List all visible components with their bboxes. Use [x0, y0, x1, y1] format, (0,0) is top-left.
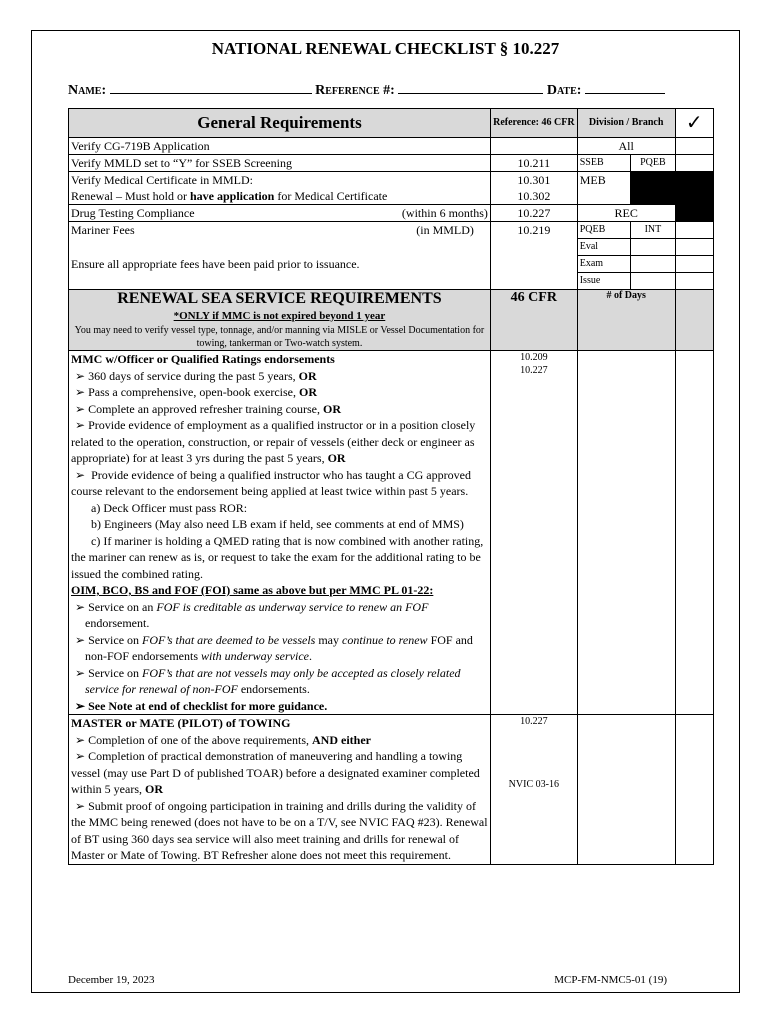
- table-row: [69, 172, 714, 205]
- reference-field[interactable]: [398, 81, 543, 94]
- mmc-requirements: MMC w/Officer or Qualified Ratings endorsements ➢ 360 days of service during the past 5 years, OR ➢ Pass a comprehensive, open-book exercise, OR ➢ Complete an approved refresher training course, OR ➢ Provide evidence of employment as a qualified instructor or in a position closely related to the operation, construction, or repair of vessels (either deck or engineer as appropriate) for at least 3 yrs during the past 5 years, OR ➢ Provide evidence of being a qualified instructor who has taught a CG approved course relevant to the endorsement being applied at least twice within past 5 years. a) Deck Officer must pass ROR: b) Engineers (May also need LB exam if held, see comments at end of MMS) c) If mariner is holding a QMED rating that is now combined with another rating, the mariner can renew as is, or request to take the exam for the additional rating to be issued the combined rating. OIM, BCO, BS and FOF (FOI) same as above but per MMC PL 01-22: ➢ Service on an FOF is creditable as underway service to renew an FOF endorsement. ➢ Service on FOF’s that are deemed to be vessels may continue to renew FOF and non-FOF endorsements with underway service. ➢ Service on FOF’s that are not vessels may only be accepted as closely related service for renewal of non-FOF endorsements. ➢ See Note at end of checklist for more guidance.: [69, 351, 491, 715]
- table-row: [69, 715, 714, 865]
- div-meb: MEB: [577, 172, 630, 205]
- div-int: INT: [631, 222, 675, 239]
- shaded-cell: [675, 205, 713, 222]
- date-label: Date:: [546, 83, 582, 98]
- fee-eval: Eval: [577, 239, 630, 256]
- sea-ref-head: 46 CFR: [490, 290, 577, 351]
- table-row: [69, 351, 714, 715]
- req-drug-testing: Drug Testing Compliance (within 6 months): [69, 205, 491, 222]
- ref-value: 10.301 10.302: [490, 172, 577, 205]
- div-rec: REC: [577, 205, 675, 222]
- days-cell[interactable]: [577, 715, 675, 865]
- general-heading: General Requirements: [69, 109, 491, 138]
- sea-service-subheading: *ONLY if MMC is not expired beyond 1 year: [173, 310, 386, 322]
- ref-value: 10.219: [490, 222, 577, 290]
- table-row: [69, 138, 714, 155]
- days-cell[interactable]: [577, 351, 675, 715]
- checklist-table: [68, 108, 714, 865]
- check-box[interactable]: [675, 715, 713, 865]
- table-row: [69, 155, 714, 172]
- reference-column-head: Reference: 46 CFR: [490, 109, 577, 138]
- checklist-page: [31, 30, 740, 993]
- fee-exam: Exam: [577, 256, 630, 273]
- sea-service-heading: RENEWAL SEA SERVICE REQUIREMENTS: [117, 290, 442, 307]
- footer-date: December 19, 2023: [68, 974, 155, 986]
- check-box[interactable]: [675, 138, 713, 155]
- table-row: [69, 222, 714, 239]
- name-field[interactable]: [110, 81, 312, 94]
- towing-requirements: MASTER or MATE (PILOT) of TOWING ➢ Completion of one of the above requirements, AND either ➢ Completion of practical demonstration of maneuvering and handling a towing vessel (may use Part D of published TOAR) before a designated examiner completed within 5 years, OR ➢ Submit proof of ongoing participation in training and drills during the validity of the MMC being renewed (does not have to be on a T/V, see NVIC FAQ #23). Renewal of BT using 360 days sea service will also meet training and drills for renewal of Master or Mate of Towing. BT Refresher alone does not meet this requirement.: [69, 715, 491, 865]
- shaded-cell: [675, 172, 713, 205]
- ref-value: 10.209 10.227: [490, 351, 577, 715]
- div-pqeb: PQEB: [631, 155, 675, 172]
- div-pqeb: PQEB: [577, 222, 630, 239]
- footer-form-number: MCP-FM-NMC5-01 (19): [554, 974, 667, 986]
- check-column-head: ✓: [675, 109, 713, 138]
- shaded-cell: [631, 172, 675, 205]
- check-box[interactable]: [675, 273, 713, 290]
- ref-value: 10.227 NVIC 03-16: [490, 715, 577, 865]
- check-box[interactable]: [675, 222, 713, 239]
- check-box[interactable]: [675, 239, 713, 256]
- ref-value: 10.227: [490, 205, 577, 222]
- header-fields: [68, 81, 665, 99]
- check-box[interactable]: [675, 351, 713, 715]
- req-cg719b: Verify CG-719B Application: [69, 138, 491, 155]
- table-row: [69, 205, 714, 222]
- req-medical: Verify Medical Certificate in MMLD: Renewal – Must hold or have application for Medical Certificate: [69, 172, 491, 205]
- reference-label: Reference #:: [315, 83, 395, 98]
- div-all: All: [577, 138, 675, 155]
- req-mmld: Verify MMLD set to “Y” for SSEB Screening: [69, 155, 491, 172]
- sea-service-note: You may need to verify vessel type, tonnage, and/or manning via MISLE or Vessel Documentation for towing, tankerman or Two-watch system.: [74, 325, 485, 349]
- check-box[interactable]: [675, 155, 713, 172]
- name-label: Name:: [68, 83, 107, 98]
- check-box[interactable]: [675, 256, 713, 273]
- div-sseb: SSEB: [577, 155, 630, 172]
- division-column-head: Division / Branch: [577, 109, 675, 138]
- req-mariner-fees: Mariner Fees (in MMLD) Ensure all appropriate fees have been paid prior to issuance.: [69, 222, 491, 290]
- date-field[interactable]: [585, 81, 665, 94]
- days-head: # of Days: [577, 290, 675, 351]
- sea-service-header: [69, 290, 714, 351]
- fee-issue: Issue: [577, 273, 630, 290]
- ref-value: 10.211: [490, 155, 577, 172]
- page-title: NATIONAL RENEWAL CHECKLIST § 10.227: [211, 39, 560, 58]
